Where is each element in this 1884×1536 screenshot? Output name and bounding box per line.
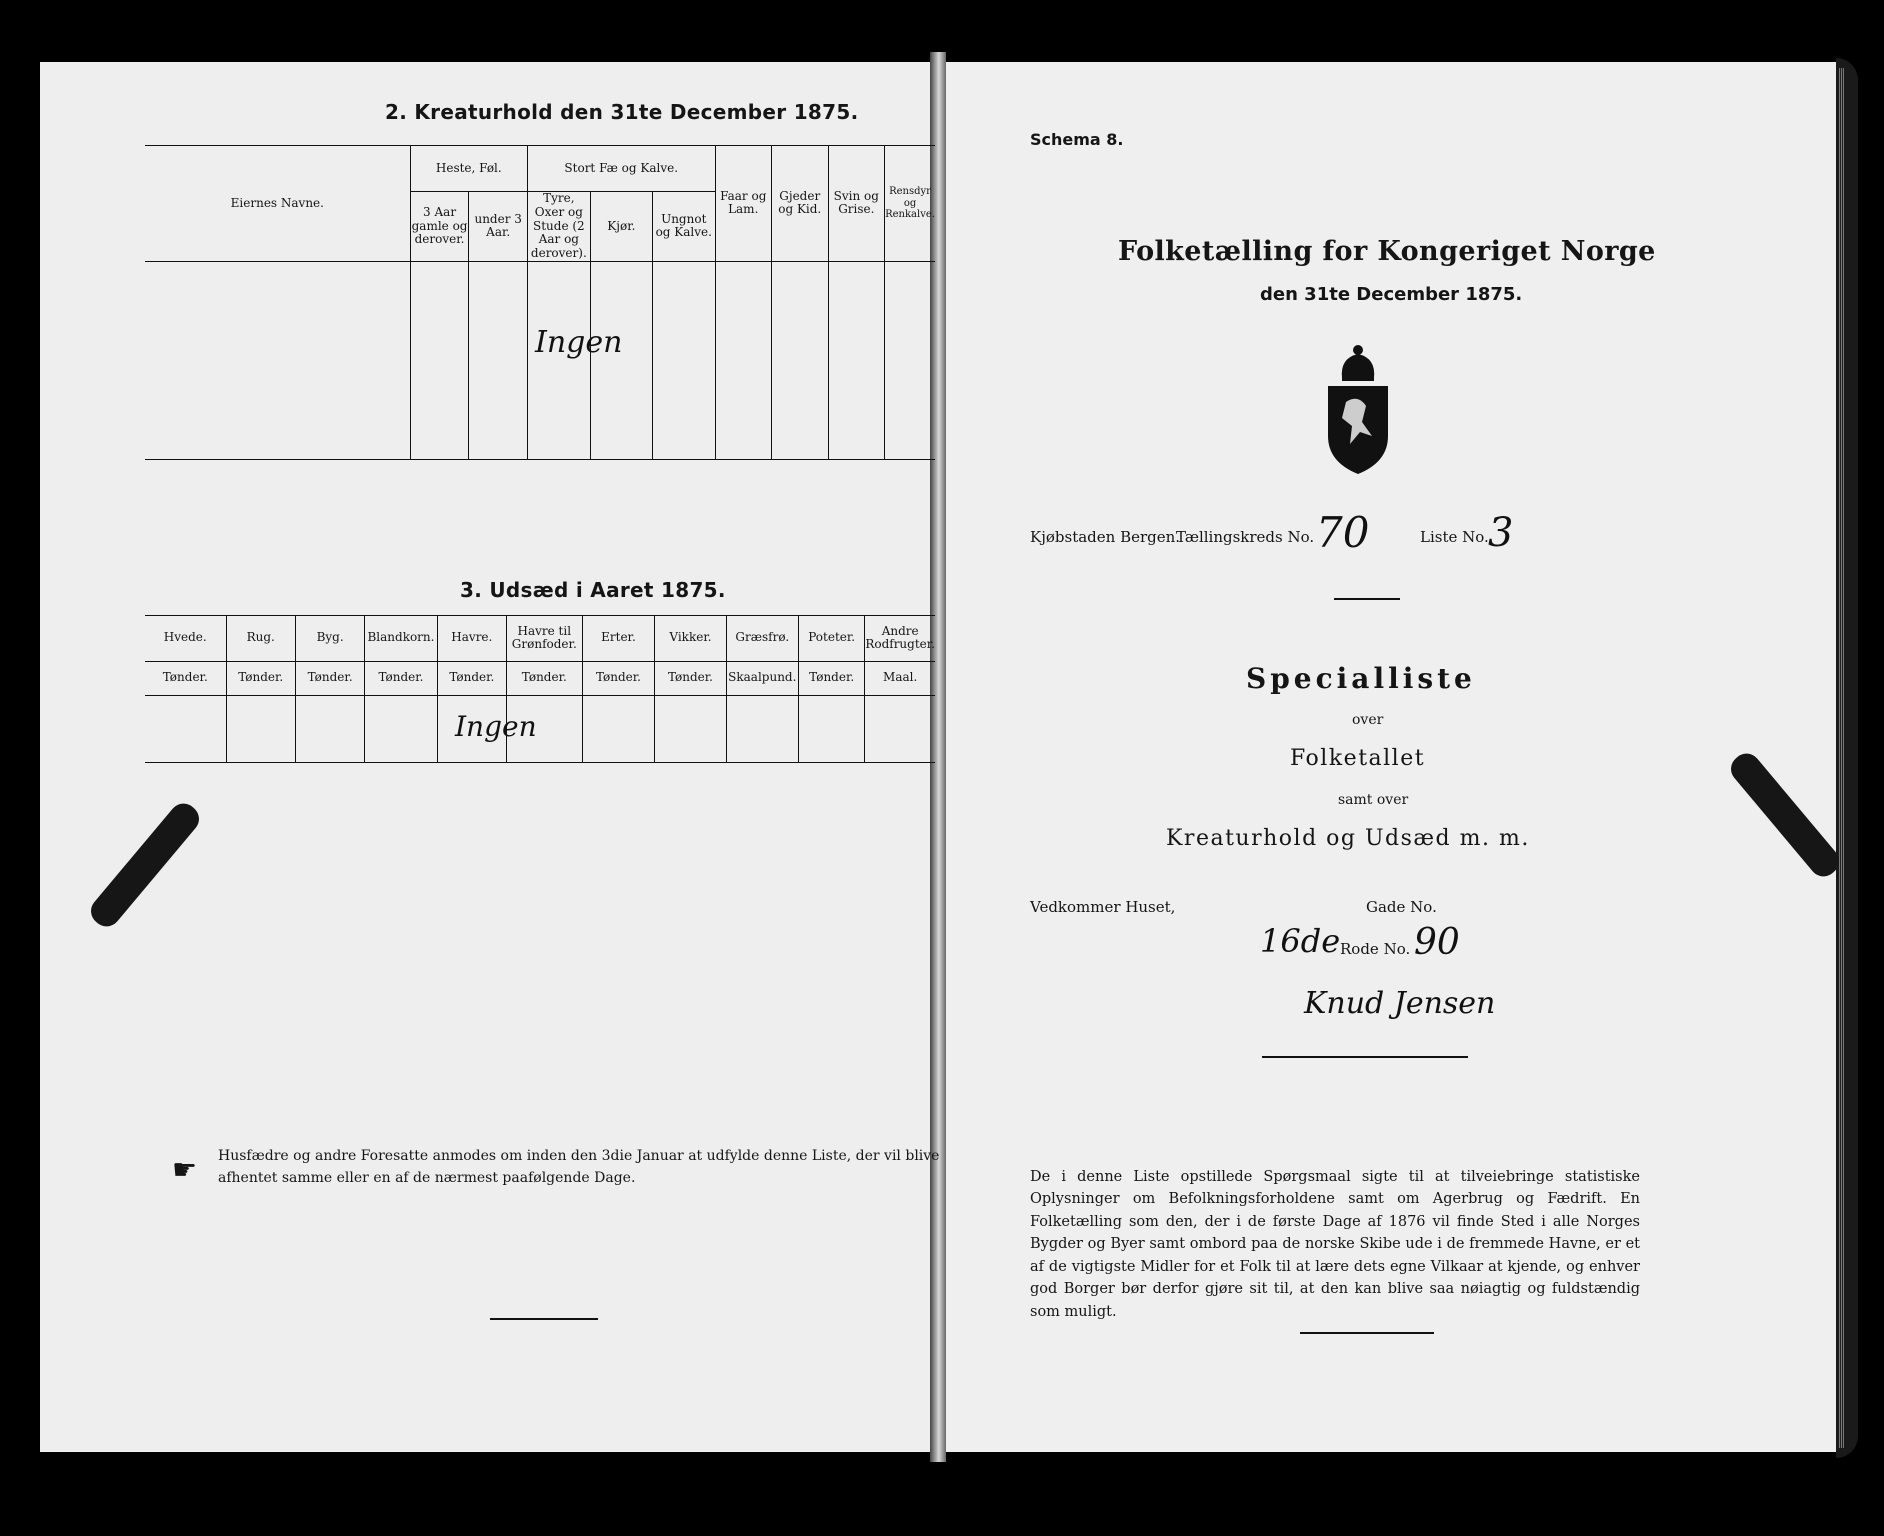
seed-cell	[365, 695, 437, 762]
kreaturhold-heading: Kreaturhold og Udsæd m. m.	[1166, 826, 1530, 851]
seed-cell	[145, 695, 226, 762]
seed-col-byg: Byg.	[295, 616, 364, 662]
seed-col-havre: Havre.	[437, 616, 506, 662]
seed-unit: Tønder.	[507, 661, 583, 695]
gade-label: Gade No.	[1366, 898, 1437, 916]
seed-unit: Tønder.	[799, 661, 865, 695]
seed-unit: Tønder.	[655, 661, 726, 695]
seed-table	[145, 615, 935, 763]
seed-handwritten-entry: Ingen	[455, 710, 537, 743]
owner-cell	[145, 261, 410, 459]
cell	[527, 261, 590, 459]
tellingskreds-label: Tællingskreds No.	[1176, 528, 1315, 546]
rensdyr-header: Rensdyr og Renkalve.	[885, 146, 935, 262]
seed-cell	[582, 695, 655, 762]
specialliste-heading: Specialliste	[1246, 662, 1476, 695]
rode-prefix-handwritten: 16de	[1260, 922, 1341, 960]
gjeder-header: Gjeder og Kid.	[771, 146, 828, 262]
owner-column-header: Eiernes Navne.	[145, 146, 410, 262]
liste-value: 3	[1488, 510, 1514, 556]
seed-col-havre-gronfoder: Havre til Grønfoder.	[507, 616, 583, 662]
seed-unit: Tønder.	[295, 661, 364, 695]
bottom-rule-left	[490, 1318, 598, 1320]
faar-header: Faar og Lam.	[715, 146, 771, 262]
cell	[715, 261, 771, 459]
section-3-title: 3. Udsæd i Aaret 1875.	[460, 578, 726, 602]
fae-sub-kjor: Kjør.	[590, 192, 652, 262]
notice-line-1: Husfædre og andre Foresatte anmodes om inden den 3die Januar at udfylde denne Liste, der vil blive	[218, 1148, 940, 1164]
vedkommer-label: Vedkommer Huset,	[1030, 898, 1176, 916]
signature: Knud Jensen	[1304, 986, 1496, 1021]
seed-unit: Tønder.	[226, 661, 295, 695]
district-label: Kjøbstaden Bergen.	[1030, 528, 1181, 546]
samt-over-label: samt over	[1338, 792, 1409, 808]
bottom-rule-right	[1300, 1332, 1434, 1334]
seed-unit: Tønder.	[437, 661, 506, 695]
census-title: Folketælling for Kongeriget Norge	[1118, 236, 1656, 267]
pointing-hand-icon: ☛	[172, 1153, 198, 1186]
folketallet-heading: Folketallet	[1290, 746, 1426, 771]
seed-col-blandkorn: Blandkorn.	[365, 616, 437, 662]
heste-header: Heste, Føl.	[410, 146, 527, 192]
signature-rule	[1262, 1056, 1468, 1058]
cell	[771, 261, 828, 459]
seed-cell	[655, 695, 726, 762]
seed-col-rug: Rug.	[226, 616, 295, 662]
svin-header: Svin og Grise.	[828, 146, 885, 262]
rode-value: 90	[1414, 922, 1460, 963]
liste-label: Liste No.	[1420, 528, 1489, 546]
seed-unit: Tønder.	[582, 661, 655, 695]
seed-col-poteter: Poteter.	[799, 616, 865, 662]
tellingskreds-value: 70	[1316, 508, 1370, 557]
cell	[590, 261, 652, 459]
livestock-table	[145, 145, 935, 460]
heste-sub-young: under 3 Aar.	[469, 192, 527, 262]
seed-cell	[295, 695, 364, 762]
fae-sub-tyre: Tyre, Oxer og Stude (2 Aar og derover).	[527, 192, 590, 262]
cell	[469, 261, 527, 459]
seed-unit: Tønder.	[145, 661, 226, 695]
seed-unit: Maal.	[865, 661, 935, 695]
notice-line-2: afhentet samme eller en af de nærmest paafølgende Dage.	[218, 1170, 636, 1186]
seed-col-graesfro: Græsfrø.	[726, 616, 799, 662]
livestock-handwritten-entry: Ingen	[535, 325, 623, 360]
seed-col-vikker: Vikker.	[655, 616, 726, 662]
schema-label: Schema 8.	[1030, 130, 1124, 149]
page-stack-edge	[1836, 58, 1858, 1458]
seed-cell	[865, 695, 935, 762]
seed-col-hvede: Hvede.	[145, 616, 226, 662]
seed-cell	[226, 695, 295, 762]
cell	[828, 261, 885, 459]
explanation-paragraph: De i denne Liste opstillede Spørgsmaal sigte til at tilveiebringe statistiske Oplysninger om Befolkningsforholdene samt om Agerbrug og Fædrift. En Folketælling som den, der i de første Dage af 1876 vil finde Sted i alle Norges Bygder og Byer samt ombord paa de norske Skibe ude i de fremmede Havne, er et af de vigtigste Midler for et Folk til at lære dets egne Vilkaar at kjende, og enhver god Borger bør derfor gjøre sit til, at den kan blive saa nøiagtig og fuldstændig som muligt.	[1030, 1169, 1640, 1320]
over-label: over	[1352, 712, 1384, 728]
divider-short	[1334, 598, 1400, 600]
section-2-title: 2. Kreaturhold den 31te December 1875.	[385, 100, 859, 124]
heste-sub-adult: 3 Aar gamle og derover.	[410, 192, 469, 262]
seed-col-andre: Andre Rodfrugter.	[865, 616, 935, 662]
coat-of-arms-icon	[1320, 340, 1396, 478]
seed-col-erter: Erter.	[582, 616, 655, 662]
rode-label: Rode No.	[1340, 940, 1411, 958]
stort-fae-header: Stort Fæ og Kalve.	[527, 146, 715, 192]
seed-cell	[726, 695, 799, 762]
cell	[410, 261, 469, 459]
seed-cell	[799, 695, 865, 762]
seed-unit: Skaalpund.	[726, 661, 799, 695]
census-date: den 31te December 1875.	[1260, 284, 1523, 305]
seed-unit: Tønder.	[365, 661, 437, 695]
cell	[885, 261, 935, 459]
cell	[652, 261, 715, 459]
fae-sub-ungnot: Ungnot og Kalve.	[652, 192, 715, 262]
